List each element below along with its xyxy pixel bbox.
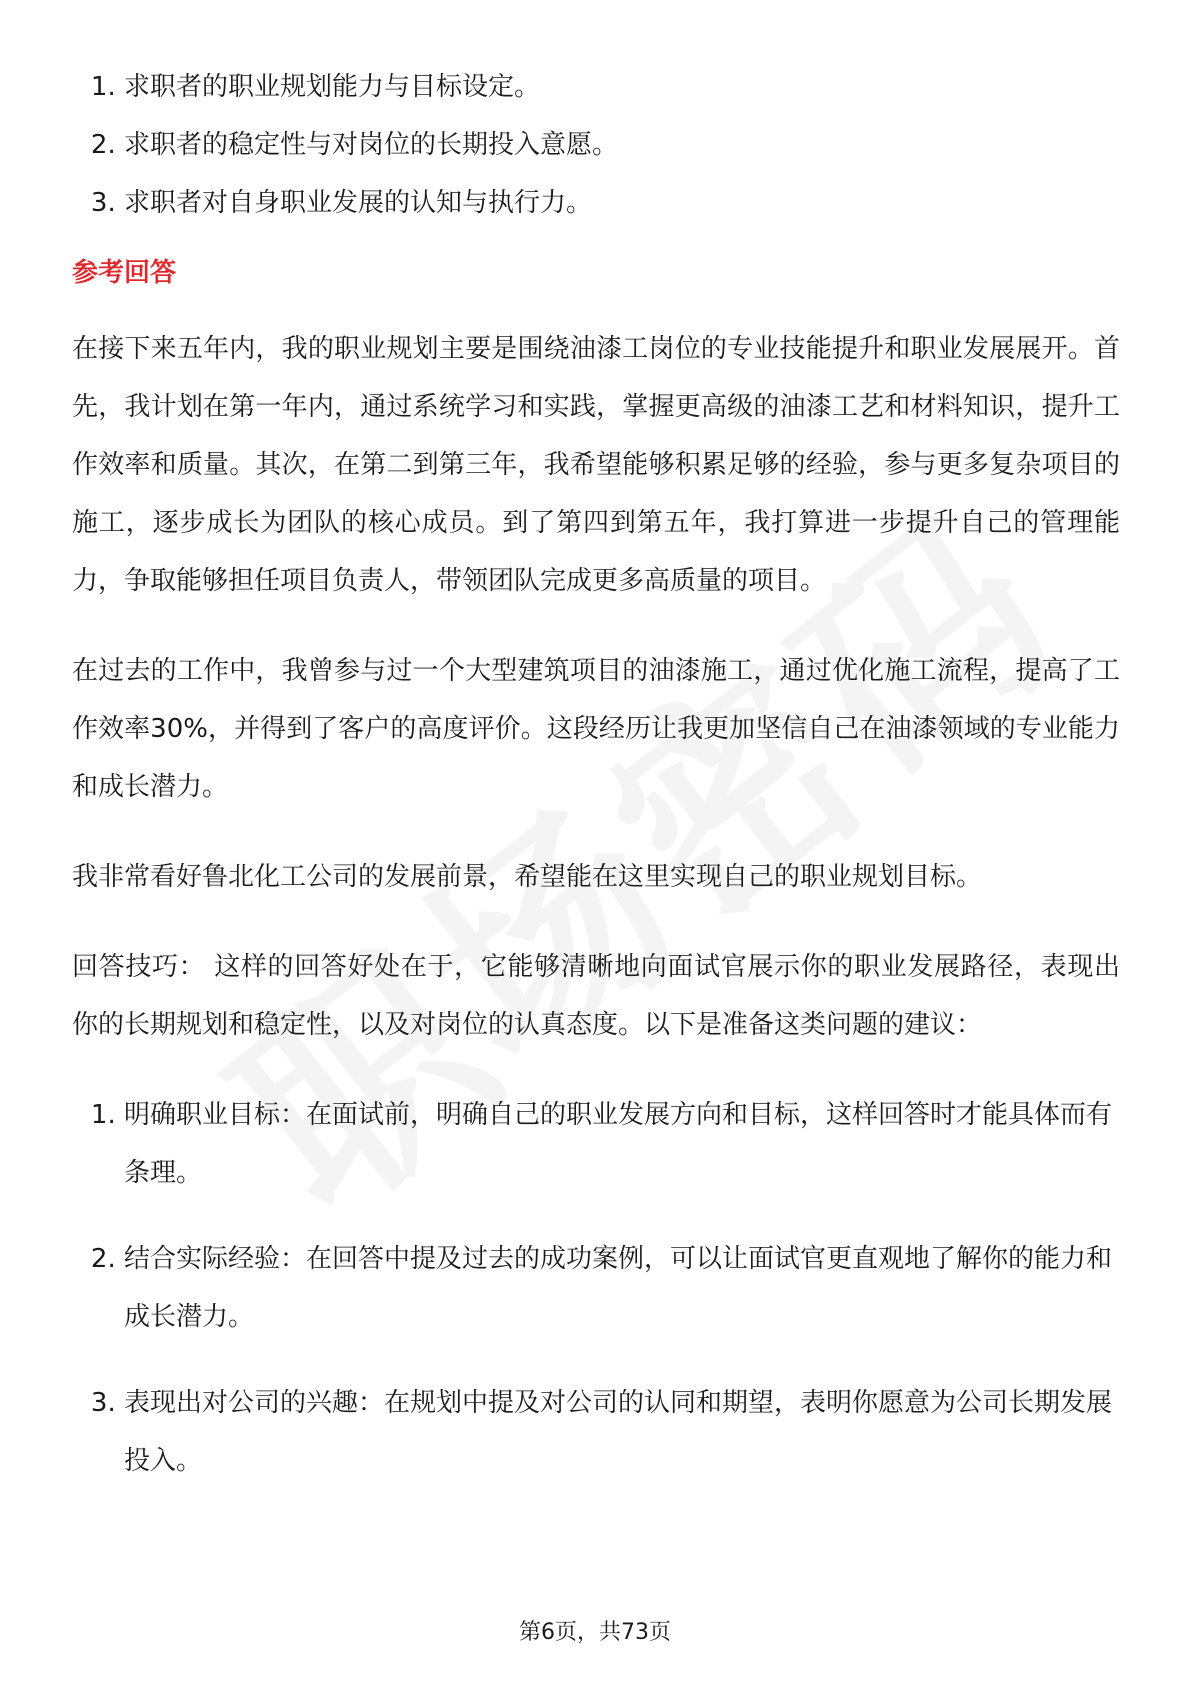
answer-paragraph: 我非常看好鲁北化工公司的发展前景，希望能在这里实现自己的职业规划目标。 <box>72 862 983 892</box>
list-item: 1. 求职者的职业规划能力与目标设定。 <box>124 58 1120 116</box>
answer-paragraph: 在接下来五年内，我的职业规划主要是围绕油漆工岗位的专业技能提升和职业发展展开。首先，我计划在第一年内，通过系统学习和实践，掌握更高级的油漆工艺和材料知识，提升工作效率和质量。其次，在第二到第三年，我希望能够积累足够的经验，参与更多复杂项目的施工，逐步成长为团队的核心成员。到了第四到第五年，我打算进一步提升自己的管理能力，争取能够担任项目负责人，带领团队完成更多高质量的项目。 <box>72 334 1120 596</box>
list-item: 1. 明确职业目标：在面试前，明确自己的职业发展方向和目标，这样回答时才能具体而有条理。 <box>124 1086 1120 1202</box>
list-item: 3. 表现出对公司的兴趣：在规划中提及对公司的认同和期望，表明你愿意为公司长期发展投入。 <box>124 1374 1120 1490</box>
list-item: 3. 求职者对自身职业发展的认知与执行力。 <box>124 174 1120 232</box>
page-number: 第6页，共73页 <box>519 1620 671 1645</box>
evaluation-points-list <box>72 58 1120 232</box>
answer-paragraph: 在过去的工作中，我曾参与过一个大型建筑项目的油漆施工，通过优化施工流程，提高了工作效率30%，并得到了客户的高度评价。这段经历让我更加坚信自己在油漆领域的专业能力和成长潜力。 <box>72 656 1120 802</box>
list-item: 2. 求职者的稳定性与对岗位的长期投入意愿。 <box>124 116 1120 174</box>
reference-answer-heading: 参考回答 <box>72 258 177 288</box>
list-item: 2. 结合实际经验：在回答中提及过去的成功案例，可以让面试官更直观地了解你的能力和成长潜力。 <box>124 1230 1120 1346</box>
tips-list <box>72 1086 1120 1490</box>
answer-tips-paragraph: 回答技巧： 这样的回答好处在于，它能够清晰地向面试官展示你的职业发展路径，表现出你的长期规划和稳定性，以及对岗位的认真态度。以下是准备这类问题的建议： <box>72 952 1120 1040</box>
document-body <box>72 58 1120 1518</box>
